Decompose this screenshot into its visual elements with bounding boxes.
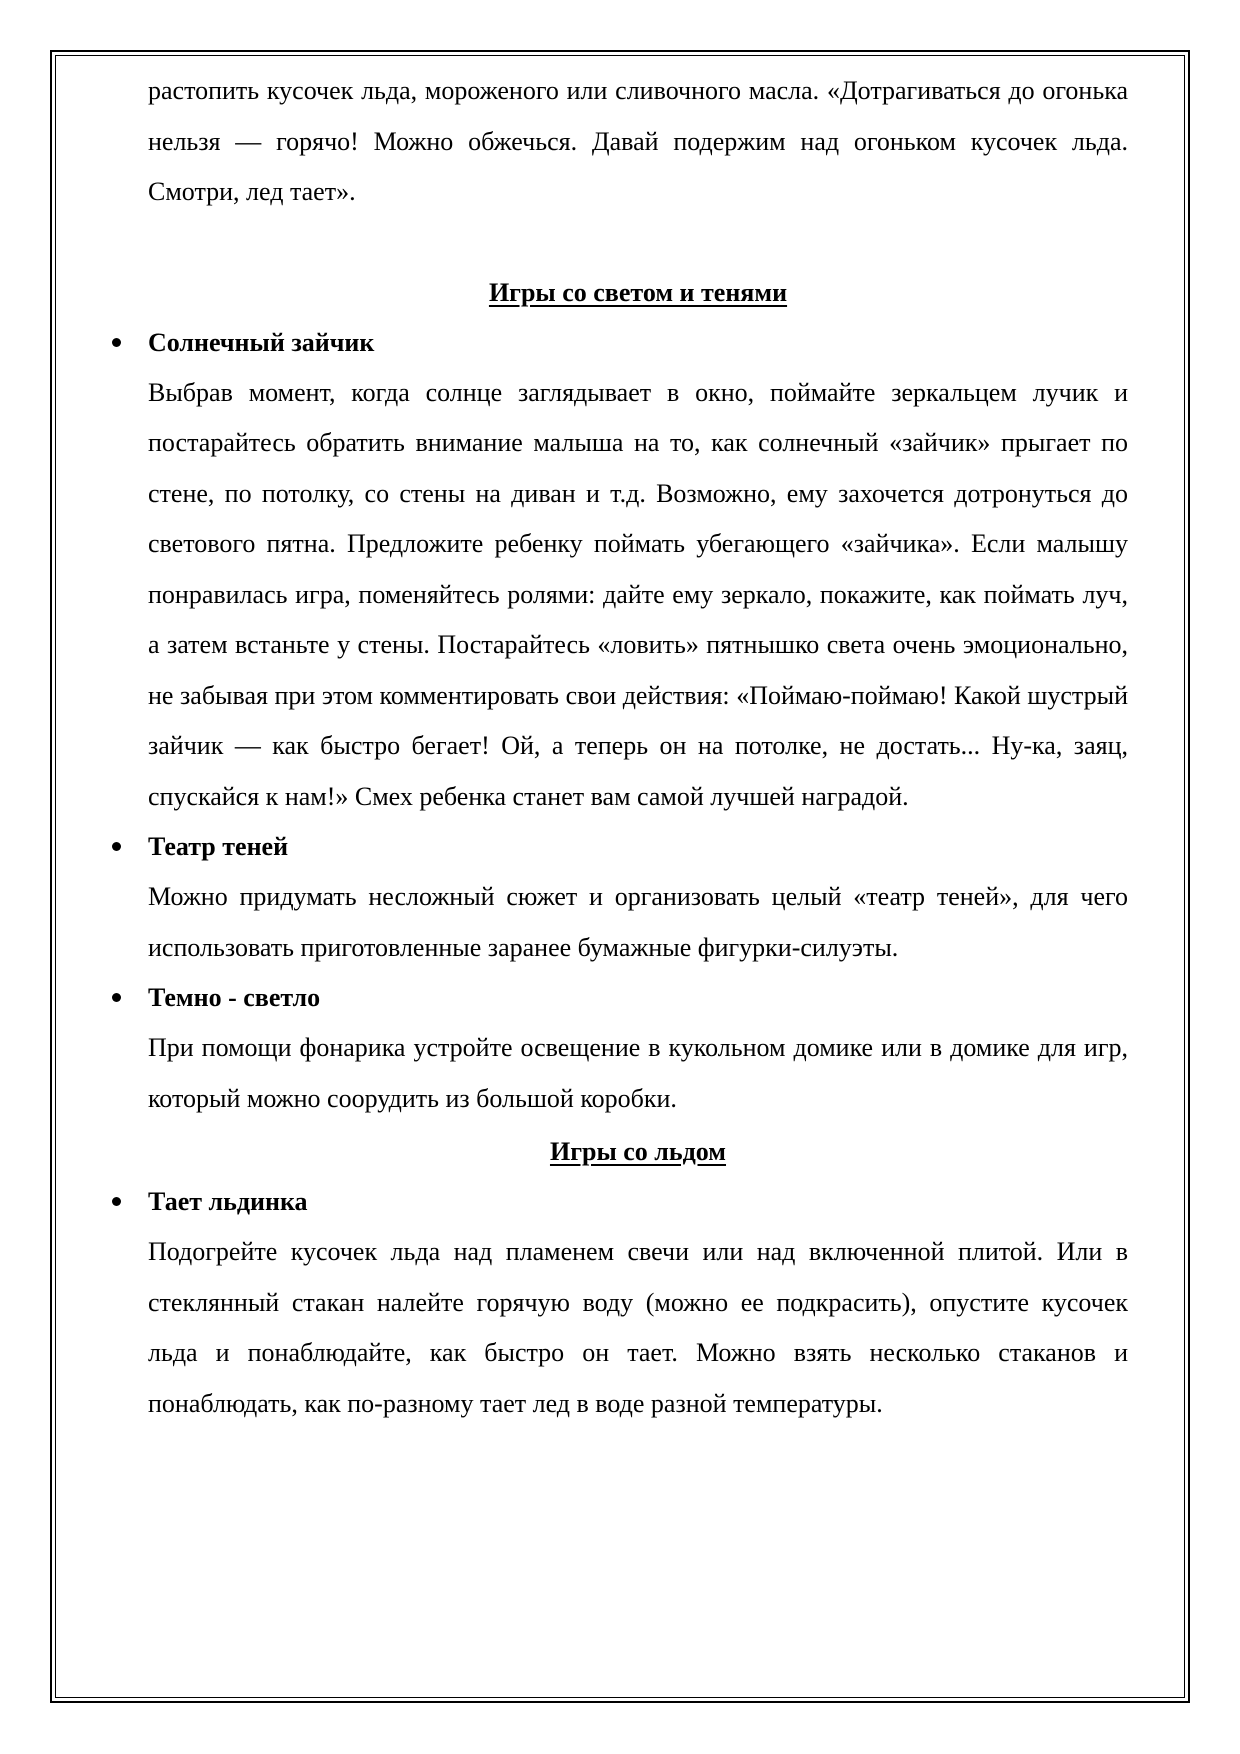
item-text: При помощи фонарика устройте освещение в кукольном домике или в домике для игр, который можно соорудить из большой коробки. <box>148 1033 1128 1113</box>
section-heading: Игры со льдом <box>549 1137 727 1166</box>
spacer <box>148 218 1128 268</box>
item-text: Можно придумать несложный сюжет и организовать целый «театр теней», для чего использовать приготовленные заранее бумажные фигурки-силуэты. <box>148 882 1128 962</box>
item-title-text: Театр теней <box>148 832 289 861</box>
intro-paragraph: растопить кусочек льда, мороженого или сливочного масла. «Дотрагиваться до огонька нельзя — горячо! Можно обжечься. Давай подержим над огоньком кусочек льда. Смотри, лед тает». <box>148 76 1128 206</box>
item-title-text: Темно - светло <box>148 983 321 1012</box>
bullet-icon <box>112 1197 121 1206</box>
section-ice <box>148 1127 1128 1429</box>
list-item <box>148 1177 1128 1429</box>
list-item <box>148 973 1128 1124</box>
bullet-icon <box>112 993 121 1002</box>
item-title-text: Тает льдинка <box>148 1187 308 1216</box>
page-content <box>148 66 1128 1429</box>
item-title <box>148 1177 1128 1227</box>
list-item <box>148 822 1128 973</box>
bullet-icon <box>112 338 121 347</box>
item-title <box>148 318 1128 368</box>
section-light-shadow <box>148 268 1128 1125</box>
item-title-text: Солнечный зайчик <box>148 327 375 357</box>
item-title <box>148 973 1128 1023</box>
list-item <box>148 318 1128 823</box>
section-heading: Игры со светом и тенями <box>488 277 788 307</box>
item-text: Выбрав момент, когда солнце заглядывает в окно, поймайте зеркальцем лучик и постарайтесь обратить внимание малыша на то, как солнечный «зайчик» прыгает по стене, по потолку, со стены на диван и т.д. Возможно, ему захочется дотронуться до светового пятна. Предложите ребенку поймать убегающего «зайчика». Если малышу понравилась игра, поменяйтесь ролями: дайте ему зеркало, покажите, как поймать луч, а затем встаньте у стены. Постарайтесь «ловить» пятнышко света очень эмоционально, не забывая при этом комментировать свои действия: «Поймаю-поймаю! Какой шустрый зайчик — как быстро бегает! Ой, а теперь он на потолке, не достать... Ну-ка, заяц, спускайся к нам!» Смех ребенка станет вам самой лучшей наградой. <box>148 377 1128 811</box>
bullet-icon <box>112 842 121 851</box>
item-text: Подогрейте кусочек льда над пламенем свечи или над включенной плитой. Или в стеклянный стакан налейте горячую воду (можно ее подкрасить), опустите кусочек льда и понаблюдайте, как быстро он тает. Можно взять несколько стаканов и понаблюдать, как по-разному тает лед в воде разной температуры. <box>148 1237 1128 1418</box>
item-title <box>148 822 1128 872</box>
